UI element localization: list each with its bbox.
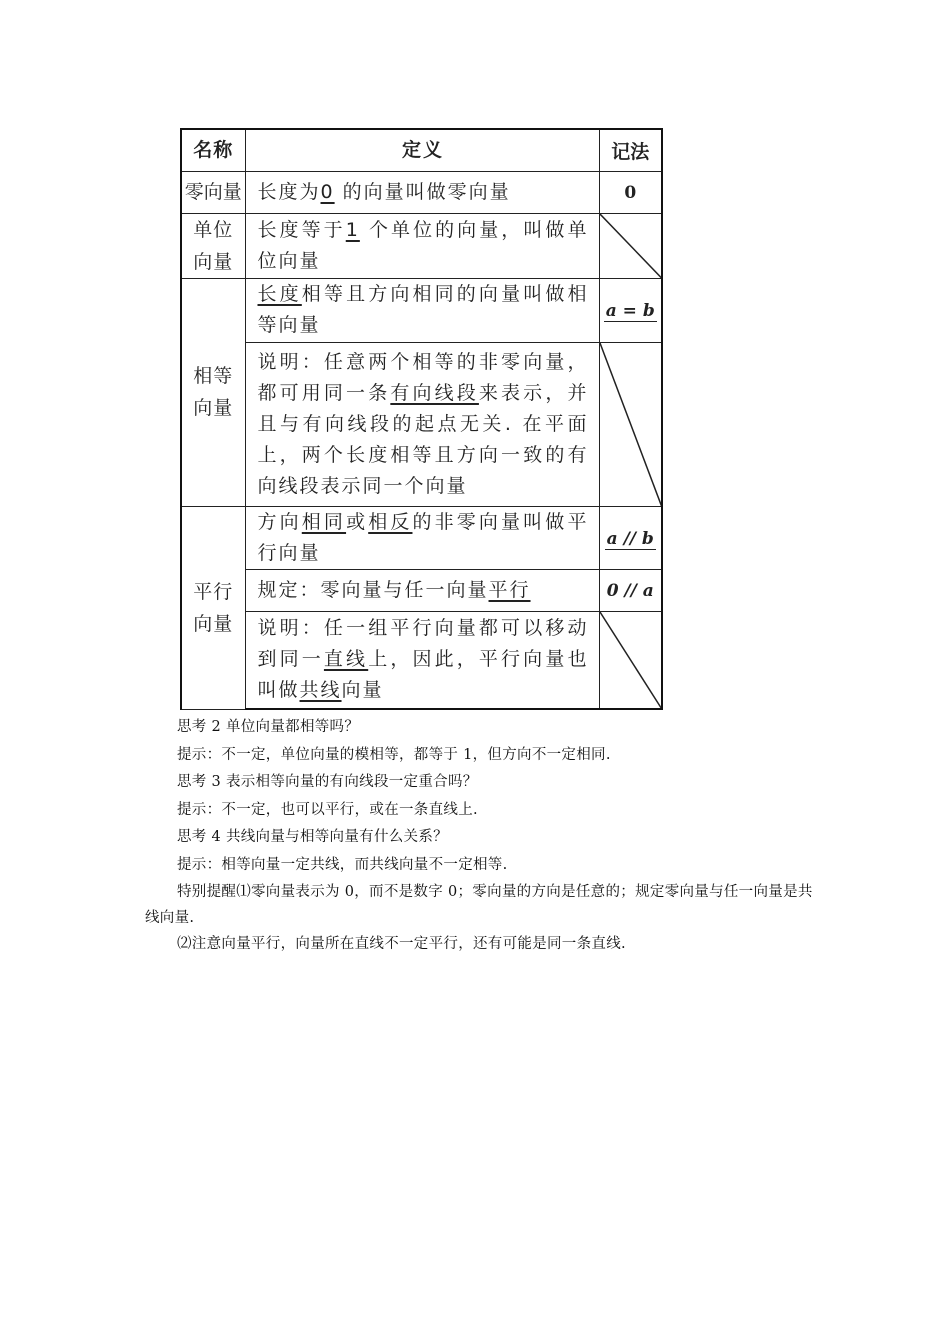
header-name: 名称 bbox=[181, 129, 245, 171]
parallel-vector-rule: 规定：零向量与任一向量平行 bbox=[245, 569, 599, 611]
hint-4: 提示：相等向量一定共线，而共线向量不一定相等. bbox=[177, 856, 508, 873]
hint-2: 提示：不一定，单位向量的模相等，都等于 1，但方向不一定相同. bbox=[177, 746, 611, 763]
row-unit-vector bbox=[181, 213, 662, 278]
special-reminder-2: ⑵注意向量平行，向量所在直线不一定平行，还有可能是同一条直线. bbox=[177, 936, 626, 952]
row-zero-vector bbox=[181, 171, 662, 213]
diagonal-slash bbox=[600, 343, 662, 506]
discussion-section bbox=[145, 714, 825, 959]
header-definition: 定义 bbox=[245, 129, 599, 171]
question-3: 思考 3 表示相等向量的有向线段一定重合吗？ bbox=[177, 774, 478, 790]
equal-vector-note-empty bbox=[599, 342, 662, 506]
zero-vector-definition: 长度为0 的向量叫做零向量 bbox=[245, 171, 599, 213]
row-parallel-vector-def bbox=[181, 506, 662, 569]
parallel-vector-note: 说明：任一组平行向量都可以移动到同一直线上，因此，平行向量也叫做共线向量 bbox=[245, 611, 599, 709]
hint-3: 提示：不一定，也可以平行，或在一条直线上. bbox=[177, 801, 478, 818]
question-4: 思考 4 共线向量与相等向量有什么关系？ bbox=[177, 829, 448, 845]
zero-vector-name: 零向量 bbox=[181, 171, 245, 213]
parallel-vector-note-empty bbox=[599, 611, 662, 709]
special-reminder-1: 特别提醒⑴零向量表示为 0，而不是数字 0；零向量的方向是任意的；规定零向量与任一向量是共线向量. bbox=[145, 884, 813, 926]
header-notation: 记法 bbox=[599, 129, 662, 171]
parallel-vector-notation: a // b bbox=[599, 506, 662, 569]
vector-table bbox=[180, 128, 663, 710]
equal-vector-name: 相等 向量 bbox=[181, 278, 245, 506]
table-header-row bbox=[181, 129, 662, 171]
row-equal-vector-def bbox=[181, 278, 662, 342]
parallel-vector-definition: 方向相同或相反的非零向量叫做平行向量 bbox=[245, 506, 599, 569]
equal-vector-definition: 长度相等且方向相同的向量叫做相等向量 bbox=[245, 278, 599, 342]
equal-vector-note: 说明：任意两个相等的非零向量，都可用同一条有向线段来表示，并且与有向线段的起点无关. 在平面上，两个长度相等且方向一致的有向线段表示同一个向量 bbox=[245, 342, 599, 506]
diagonal-slash bbox=[600, 612, 662, 709]
row-equal-vector-note bbox=[181, 342, 662, 506]
unit-vector-notation-empty bbox=[599, 213, 662, 278]
parallel-rule-notation: 0 // a bbox=[599, 569, 662, 611]
zero-vector-notation: 0 bbox=[599, 171, 662, 213]
unit-vector-name: 单位 向量 bbox=[181, 213, 245, 278]
question-2: 思考 2 单位向量都相等吗？ bbox=[177, 719, 360, 735]
diagonal-slash bbox=[600, 214, 662, 278]
unit-vector-definition: 长度等于1 个单位的向量，叫做单位向量 bbox=[245, 213, 599, 278]
equal-vector-notation: a = b bbox=[599, 278, 662, 342]
row-parallel-vector-note bbox=[181, 611, 662, 709]
row-parallel-vector-rule bbox=[181, 569, 662, 611]
parallel-vector-name: 平行 向量 bbox=[181, 506, 245, 709]
vector-definition-table bbox=[180, 128, 661, 706]
